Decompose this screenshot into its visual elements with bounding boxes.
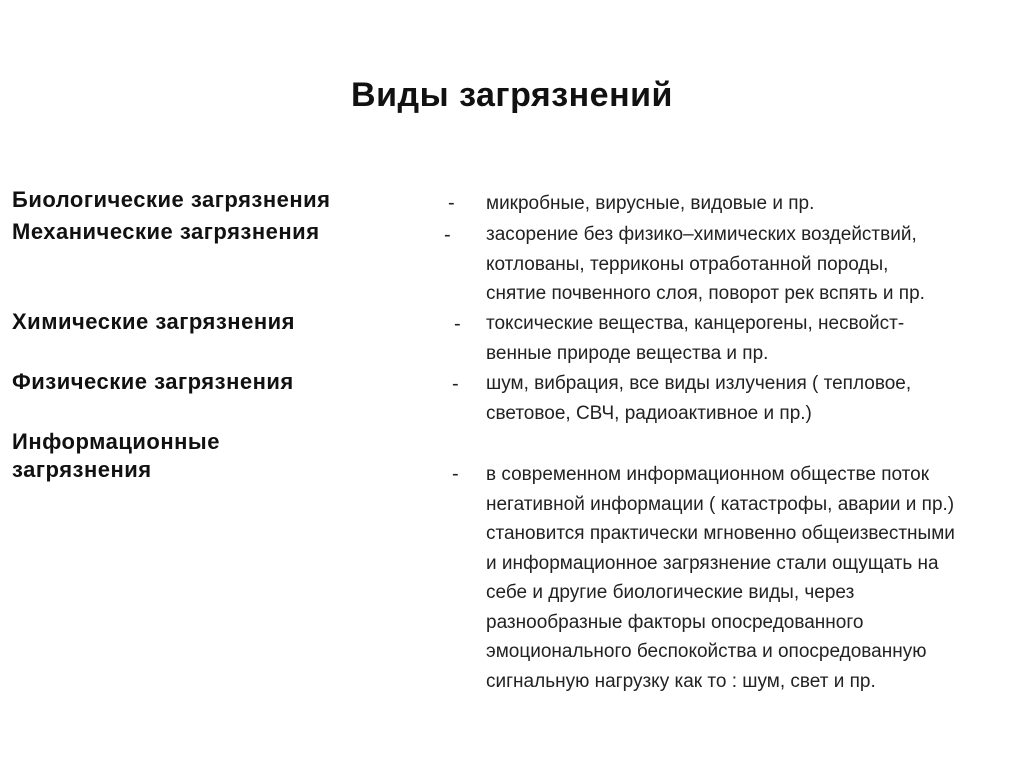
desc-line: световое, СВЧ, радиоактивное и пр.) bbox=[486, 402, 812, 424]
desc-line: венные природе вещества и пр. bbox=[486, 342, 769, 364]
term-line: Механические загрязнения bbox=[12, 219, 320, 244]
separator-dash: - bbox=[448, 192, 455, 214]
page-title: Виды загрязнений bbox=[351, 76, 673, 114]
desc-line: эмоционального беспокойства и опосредованную bbox=[486, 641, 927, 662]
term-line: Информационные bbox=[12, 429, 220, 454]
term-line: загрязнения bbox=[12, 457, 152, 482]
desc-line: негативной информации ( катастрофы, аварии и пр.) bbox=[486, 493, 955, 515]
desc-line: снятие почвенного слоя, поворот рек вспять и пр. bbox=[486, 283, 925, 304]
term-chemical bbox=[12, 308, 295, 336]
term-line: Химические загрязнения bbox=[12, 309, 295, 334]
desc-line: и информационное загрязнение стали ощущать на bbox=[486, 552, 939, 574]
term-informational bbox=[12, 428, 220, 484]
desc-line: котлованы, терриконы отработанной породы, bbox=[486, 253, 889, 275]
desc-line: себе и другие биологические виды, через bbox=[486, 582, 855, 603]
desc-line: засорение без физико–химических воздействий, bbox=[486, 224, 917, 245]
separator-dash: - bbox=[454, 313, 461, 335]
desc-physical bbox=[486, 369, 911, 428]
desc-informational bbox=[486, 460, 955, 696]
desc-line: шум, вибрация, все виды излучения ( тепловое, bbox=[486, 373, 912, 394]
separator-dash: - bbox=[444, 224, 451, 246]
desc-line: в современном информационном обществе поток bbox=[486, 464, 930, 485]
term-line: Биологические загрязнения bbox=[12, 187, 331, 212]
term-line: Физические загрязнения bbox=[12, 369, 294, 394]
term-mechanical bbox=[12, 218, 320, 246]
desc-mechanical bbox=[486, 220, 925, 309]
desc-line: микробные, вирусные, видовые и пр. bbox=[486, 193, 815, 214]
term-biological bbox=[12, 186, 331, 214]
desc-line: токсические вещества, канцерогены, несвойст- bbox=[486, 313, 905, 334]
desc-line: сигнальную нагрузку как то : шум, свет и пр. bbox=[486, 670, 876, 692]
term-physical bbox=[12, 368, 294, 396]
separator-dash: - bbox=[452, 373, 459, 395]
desc-chemical bbox=[486, 309, 904, 368]
separator-dash: - bbox=[452, 463, 459, 485]
desc-biological bbox=[486, 189, 814, 219]
desc-line: становится практически мгновенно общеизвестными bbox=[486, 523, 955, 544]
desc-line: разнообразные факторы опосредованного bbox=[486, 611, 864, 633]
